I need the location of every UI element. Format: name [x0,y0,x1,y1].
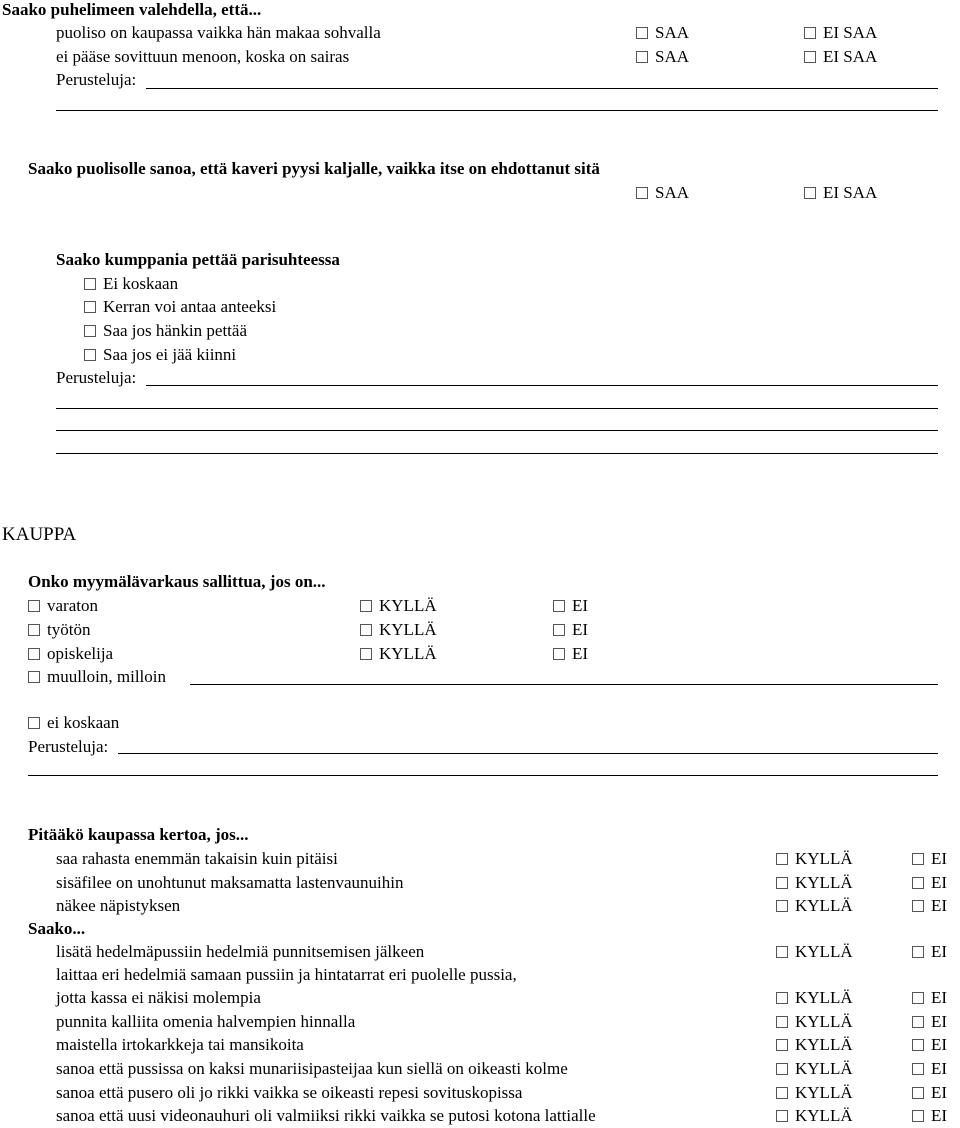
question-item: puoliso on kaupassa vaikka hän makaa sohvalla [56,23,381,42]
option[interactable]: opiskelija [28,644,113,664]
yes-option[interactable]: KYLLÄ [776,1106,853,1126]
no-option[interactable]: EI [912,1059,947,1079]
reason-label: Perusteluja: [56,70,137,89]
yes-option[interactable]: KYLLÄ [360,596,437,616]
checkbox-icon[interactable] [84,349,96,361]
no-option[interactable]: EI [912,1083,947,1103]
option[interactable]: varaton [28,596,98,616]
checkbox-icon[interactable] [776,992,788,1004]
question-title: Saako kumppania pettää parisuhteessa [56,250,340,269]
question-item: saa rahasta enemmän takaisin kuin pitäisi [56,849,338,868]
no-option[interactable]: EI [912,1106,947,1126]
yes-option[interactable]: KYLLÄ [776,873,853,893]
yes-option[interactable]: SAA [636,47,689,67]
question-title: Onko myymälävarkaus sallittua, jos on... [28,572,326,591]
no-option[interactable]: EI [553,620,588,640]
checkbox-icon[interactable] [912,1087,924,1099]
option[interactable]: ei koskaan [28,713,119,733]
checkbox-icon[interactable] [776,877,788,889]
checkbox-icon[interactable] [776,1087,788,1099]
checkbox-icon[interactable] [636,27,648,39]
checkbox-icon[interactable] [912,900,924,912]
checkbox-icon[interactable] [28,624,40,636]
question-item: sanoa että pusero oli jo rikki vaikka se oikeasti repesi sovituskopissa [56,1083,523,1102]
checkbox-icon[interactable] [912,992,924,1004]
no-option[interactable]: EI [912,896,947,916]
checkbox-icon[interactable] [912,1039,924,1051]
answer-line[interactable] [146,88,938,89]
question-item: ei pääse sovittuun menoon, koska on sairas [56,47,350,66]
question-item: sisäfilee on unohtunut maksamatta lastenvaunuihin [56,873,404,892]
option[interactable]: Saa jos ei jää kiinni [84,345,236,365]
no-option[interactable]: EI [912,873,947,893]
yes-option[interactable]: KYLLÄ [360,644,437,664]
checkbox-icon[interactable] [84,301,96,313]
answer-line[interactable] [56,110,938,111]
checkbox-icon[interactable] [636,51,648,63]
no-option[interactable]: EI [553,644,588,664]
no-option[interactable]: EI SAA [804,183,877,203]
no-option[interactable]: EI [912,942,947,962]
yes-option[interactable]: KYLLÄ [776,896,853,916]
checkbox-icon[interactable] [912,1110,924,1122]
checkbox-icon[interactable] [776,900,788,912]
checkbox-icon[interactable] [360,600,372,612]
reason-label: Perusteluja: [56,368,137,387]
option[interactable]: Kerran voi antaa anteeksi [84,297,276,317]
yes-option[interactable]: KYLLÄ [360,620,437,640]
question-item: laittaa eri hedelmiä samaan pussiin ja hintatarrat eri puolelle pussia, [56,965,517,984]
no-option[interactable]: EI [912,988,947,1008]
question-item: näkee näpistyksen [56,896,181,915]
answer-line[interactable] [56,408,938,409]
no-option[interactable]: EI [912,1012,947,1032]
checkbox-icon[interactable] [776,1063,788,1075]
checkbox-icon[interactable] [636,187,648,199]
reason-label: Perusteluja: [28,737,109,756]
checkbox-icon[interactable] [776,853,788,865]
checkbox-icon[interactable] [804,51,816,63]
no-option[interactable]: EI [912,849,947,869]
yes-option[interactable]: KYLLÄ [776,988,853,1008]
checkbox-icon[interactable] [912,853,924,865]
checkbox-icon[interactable] [912,1063,924,1075]
question-item: sanoa että pussissa on kaksi munariisipasteijaa kun siellä on oikeasti kolme [56,1059,568,1078]
option[interactable]: Saa jos hänkin pettää [84,321,247,341]
question-item: punnita kalliita omenia halvempien hinnalla [56,1012,356,1031]
checkbox-icon[interactable] [360,624,372,636]
question-item: maistella irtokarkkeja tai mansikoita [56,1035,304,1054]
yes-option[interactable]: SAA [636,183,689,203]
checkbox-icon[interactable] [553,600,565,612]
section-heading: KAUPPA [2,524,77,545]
option[interactable]: työtön [28,620,90,640]
checkbox-icon[interactable] [553,648,565,660]
checkbox-icon[interactable] [776,946,788,958]
question-item: jotta kassa ei näkisi molempia [56,988,261,1007]
question-title: Saako puolisolle sanoa, että kaveri pyysi kaljalle, vaikka itse on ehdottanut sitä [28,159,600,178]
question-item: lisätä hedelmäpussiin hedelmiä punnitsemisen jälkeen [56,942,425,961]
yes-option[interactable]: KYLLÄ [776,1083,853,1103]
checkbox-icon[interactable] [912,1016,924,1028]
answer-line[interactable] [28,775,938,776]
checkbox-icon[interactable] [84,325,96,337]
checkbox-icon[interactable] [28,717,40,729]
checkbox-icon[interactable] [553,624,565,636]
checkbox-icon[interactable] [776,1110,788,1122]
question-title: Pitääkö kaupassa kertoa, jos... [28,825,249,844]
answer-line[interactable] [56,453,938,454]
no-option[interactable]: EI [553,596,588,616]
yes-option[interactable]: SAA [636,23,689,43]
option[interactable]: muulloin, milloin [28,667,166,687]
option[interactable]: Ei koskaan [84,274,178,294]
question-title: Saako puhelimeen valehdella, että... [2,0,262,19]
answer-line[interactable] [56,430,938,431]
yes-option[interactable]: KYLLÄ [776,1012,853,1032]
checkbox-icon[interactable] [28,671,40,683]
yes-option[interactable]: KYLLÄ [776,1035,853,1055]
checkbox-icon[interactable] [804,187,816,199]
checkbox-icon[interactable] [28,648,40,660]
checkbox-icon[interactable] [84,278,96,290]
answer-line[interactable] [118,753,938,754]
checkbox-icon[interactable] [28,600,40,612]
checkbox-icon[interactable] [776,1016,788,1028]
question-item: sanoa että uusi videonauhuri oli valmiiksi rikki vaikka se putosi kotona lattialle [56,1106,596,1125]
no-option[interactable]: EI [912,1035,947,1055]
question-title: Saako... [28,919,86,938]
checkbox-icon[interactable] [776,1039,788,1051]
no-option[interactable]: EI SAA [804,47,877,67]
yes-option[interactable]: KYLLÄ [776,849,853,869]
answer-line[interactable] [146,385,938,386]
answer-line[interactable] [190,684,938,685]
checkbox-icon[interactable] [360,648,372,660]
yes-option[interactable]: KYLLÄ [776,942,853,962]
checkbox-icon[interactable] [912,877,924,889]
no-option[interactable]: EI SAA [804,23,877,43]
yes-option[interactable]: KYLLÄ [776,1059,853,1079]
checkbox-icon[interactable] [804,27,816,39]
checkbox-icon[interactable] [912,946,924,958]
